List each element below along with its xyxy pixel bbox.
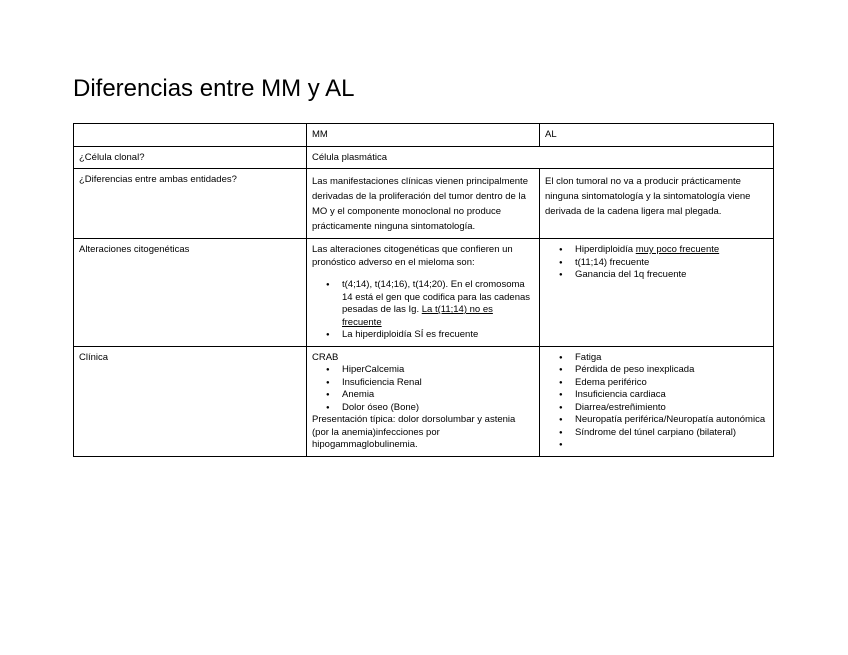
row-label: Alteraciones citogenéticas — [74, 239, 307, 347]
list-item: ● Edema periférico — [575, 377, 768, 390]
header-cell-mm: MM — [307, 124, 540, 147]
al-cell — [540, 239, 774, 347]
bullet-list — [312, 279, 534, 342]
page-title: Diferencias entre MM y AL — [73, 75, 355, 102]
bullet-list — [545, 244, 768, 282]
table-row — [74, 239, 774, 347]
list-item: ● Anemia — [342, 389, 534, 402]
row-label: Clínica — [74, 346, 307, 456]
header-cell-al: AL — [540, 124, 774, 147]
merged-cell: Célula plasmática — [307, 146, 774, 169]
bullet-list — [312, 364, 534, 414]
mm-cell — [307, 346, 540, 456]
table-row — [74, 146, 774, 169]
row-label: ¿Célula clonal? — [74, 146, 307, 169]
list-item: ● La hiperdiploidía SÍ es frecuente — [342, 329, 534, 342]
mm-cell: Las manifestaciones clínicas vienen principalmente derivadas de la proliferación del tumor dentro de la MO y el componente monoclonal no produce prácticamente ninguna sintomatología. — [307, 169, 540, 239]
header-cell-empty — [74, 124, 307, 147]
list-item: ● Dolor óseo (Bone) — [342, 402, 534, 415]
list-item: ● Ganancia del 1q frecuente — [575, 269, 768, 282]
list-item: ● Síndrome del túnel carpiano (bilateral) — [575, 427, 768, 440]
bullet-list — [545, 352, 768, 452]
al-cell: El clon tumoral no va a producir prácticamente ninguna sintomatología y la sintomatología viene derivada de la cadena ligera mal plegada. — [540, 169, 774, 239]
list-item: ● Pérdida de peso inexplicada — [575, 364, 768, 377]
mm-cell — [307, 239, 540, 347]
list-item: ● Insuficiencia Renal — [342, 377, 534, 390]
table-row — [74, 169, 774, 239]
list-item: ● Neuropatía periférica/Neuropatía autonómica — [575, 414, 768, 427]
list-item: ● Fatiga — [575, 352, 768, 365]
list-item: ● Diarrea/estreñimiento — [575, 402, 768, 415]
al-cell — [540, 346, 774, 456]
cell-outro: Presentación típica: dolor dorsolumbar y astenia (por la anemia)infecciones por hipogammaglobulinemia. — [312, 414, 516, 450]
list-item — [575, 439, 768, 452]
list-item: ● Hiperdiploidía muy poco frecuente — [575, 244, 768, 257]
list-item: ● HiperCalcemia — [342, 364, 534, 377]
list-item: ● t(11;14) frecuente — [575, 257, 768, 270]
cell-intro: CRAB — [312, 351, 339, 363]
list-item: ● t(4;14), t(14;16), t(14;20). En el cromosoma 14 está el gen que codifica para las cadenas pesadas de las Ig. La t(11;14) no es frecuente — [342, 279, 534, 329]
cell-intro: Las alteraciones citogenéticas que confieren un pronóstico adverso en el mieloma son: — [312, 244, 513, 268]
table-row — [74, 346, 774, 456]
row-label: ¿Diferencias entre ambas entidades? — [74, 169, 307, 239]
table-header-row — [74, 124, 774, 147]
list-item: ● Insuficiencia cardiaca — [575, 389, 768, 402]
comparison-table — [73, 123, 774, 457]
